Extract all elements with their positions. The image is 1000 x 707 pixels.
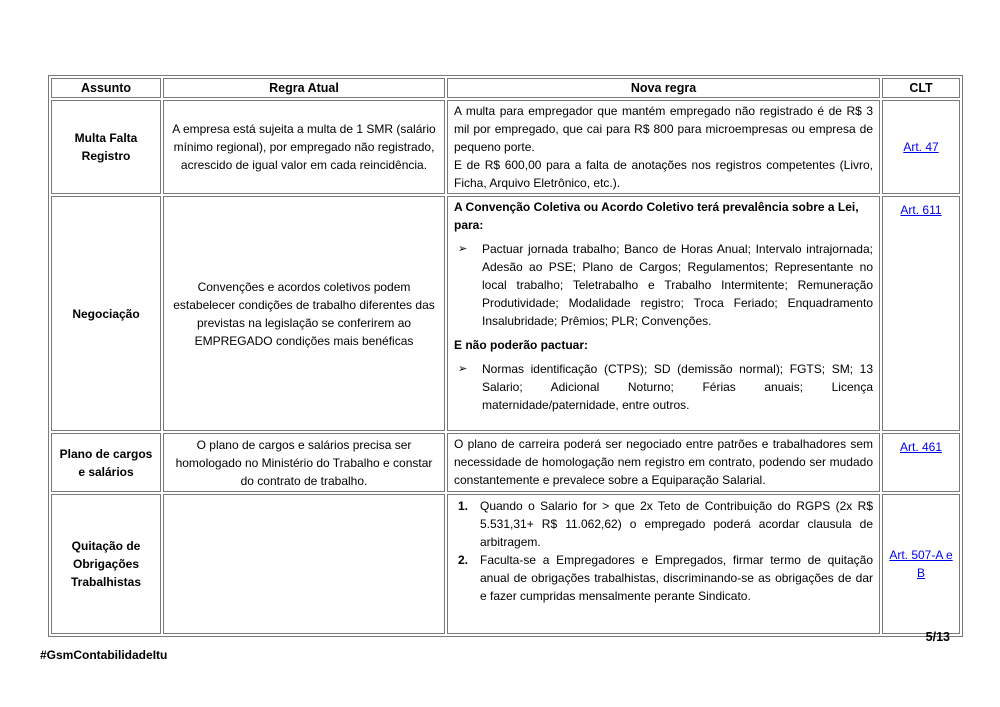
regra-atual-cell bbox=[163, 494, 445, 634]
clt-article-link[interactable]: Art. 461 bbox=[899, 440, 943, 454]
nova-regra-paragraph: A multa para empregador que mantém empregado não registrado é de R$ 3 mil por empregado, que cai para R$ 800 para microempresas ou empresa de pequeno porte. bbox=[454, 104, 873, 154]
arrow-bullet-icon: ➢ bbox=[458, 243, 468, 255]
bullet-item bbox=[454, 360, 873, 414]
numbered-item bbox=[454, 497, 873, 551]
numbered-item-marker: 2. bbox=[458, 553, 469, 567]
bullet-item-text: Pactuar jornada trabalho; Banco de Horas Anual; Intervalo intrajornada; Adesão ao PSE; Plano de Cargos; Regulamentos; Representante no local trabalho; Teletrabalho e Trabalho Intermitente; Remuneração Produtividade; Modalidade registro; Troca Feriado; Enquadramento Insalubridade; Prêmios; PLR; Convenções. bbox=[482, 242, 873, 328]
nova-regra-paragraph: E de R$ 600,00 para a falta de anotações nos registros competentes (Livro, Ficha, Arquivo Eletrônico, etc.). bbox=[454, 158, 873, 190]
assunto-cell: Negociação bbox=[51, 196, 161, 431]
numbered-item-text: Quando o Salario for > que 2x Teto de Contribuição do RGPS (2x R$ 5.531,31+ R$ 11.062,62) o empregado poderá acordar clausula de arbitragem. bbox=[480, 499, 873, 549]
nova-regra-lead-text: A Convenção Coletiva ou Acordo Coletivo terá prevalência sobre a Lei, para: bbox=[454, 200, 859, 232]
column-header-assunto: Assunto bbox=[51, 78, 161, 98]
nova-regra-cell bbox=[447, 100, 880, 194]
clt-cell bbox=[882, 433, 960, 492]
clt-cell bbox=[882, 196, 960, 431]
regra-atual-cell: A empresa está sujeita a multa de 1 SMR (salário mínimo regional), por empregado não registrado, acrescido de igual valor em cada reincidência. bbox=[163, 100, 445, 194]
nova-regra-cell bbox=[447, 433, 880, 492]
numbered-item-text: Faculta-se a Empregadores e Empregados, firmar termo de quitação anual de obrigações trabalhistas, discriminando-se as obrigações de dar e fazer cumpridas mensalmente perante Sindicato. bbox=[480, 553, 873, 603]
clt-cell bbox=[882, 494, 960, 634]
bullet-item-text: Normas identificação (CTPS); SD (demissão normal); FGTS; SM; 13 Salario; Adicional Noturno; Férias anuais; Licença maternidade/paternidade, entre outros. bbox=[482, 362, 873, 412]
bullet-item bbox=[454, 240, 873, 330]
table-header-row bbox=[51, 78, 960, 98]
table-row-negociacao bbox=[51, 196, 960, 431]
numbered-item bbox=[454, 551, 873, 605]
numbered-item-marker: 1. bbox=[458, 499, 469, 513]
column-header-clt: CLT bbox=[882, 78, 960, 98]
nova-regra-paragraph: O plano de carreira poderá ser negociado entre patrões e trabalhadores sem necessidade de homologação nem registro em contrato, podendo ser mudado constantemente e prevalece sobre a Equiparação Salarial. bbox=[454, 437, 873, 487]
arrow-bullet-icon: ➢ bbox=[458, 363, 468, 375]
assunto-cell: Quitação de Obrigações Trabalhistas bbox=[51, 494, 161, 634]
assunto-cell: Multa Falta Registro bbox=[51, 100, 161, 194]
clt-article-link[interactable]: Art. 507-A e B bbox=[889, 548, 953, 580]
footer-hashtag: #GsmContabilidadeItu bbox=[40, 648, 168, 662]
numbered-list bbox=[454, 496, 873, 605]
assunto-cell: Plano de cargos e salários bbox=[51, 433, 161, 492]
clt-article-link[interactable]: Art. 611 bbox=[900, 203, 942, 217]
clt-cell bbox=[882, 100, 960, 194]
nova-regra-cell bbox=[447, 196, 880, 431]
labor-reform-rules-table bbox=[48, 75, 963, 637]
clt-article-link[interactable]: Art. 47 bbox=[903, 140, 939, 154]
regra-atual-cell: O plano de cargos e salários precisa ser homologado no Ministério do Trabalho e constar do contrato de trabalho. bbox=[163, 433, 445, 492]
nova-regra-lead-text: E não poderão pactuar: bbox=[454, 338, 589, 352]
regra-atual-cell: Convenções e acordos coletivos podem estabelecer condições de trabalho diferentes das previstas na legislação se conferirem ao EMPREGADO condições mais benéficas bbox=[163, 196, 445, 431]
column-header-nova-regra: Nova regra bbox=[447, 78, 880, 98]
column-header-regra-atual: Regra Atual bbox=[163, 78, 445, 98]
table-row-quitacao-obrigacoes bbox=[51, 494, 960, 634]
table-row-multa-falta-registro bbox=[51, 100, 960, 194]
table-row-plano-de-cargos bbox=[51, 433, 960, 492]
nova-regra-cell bbox=[447, 494, 880, 634]
page-number: 5/13 bbox=[925, 630, 950, 644]
